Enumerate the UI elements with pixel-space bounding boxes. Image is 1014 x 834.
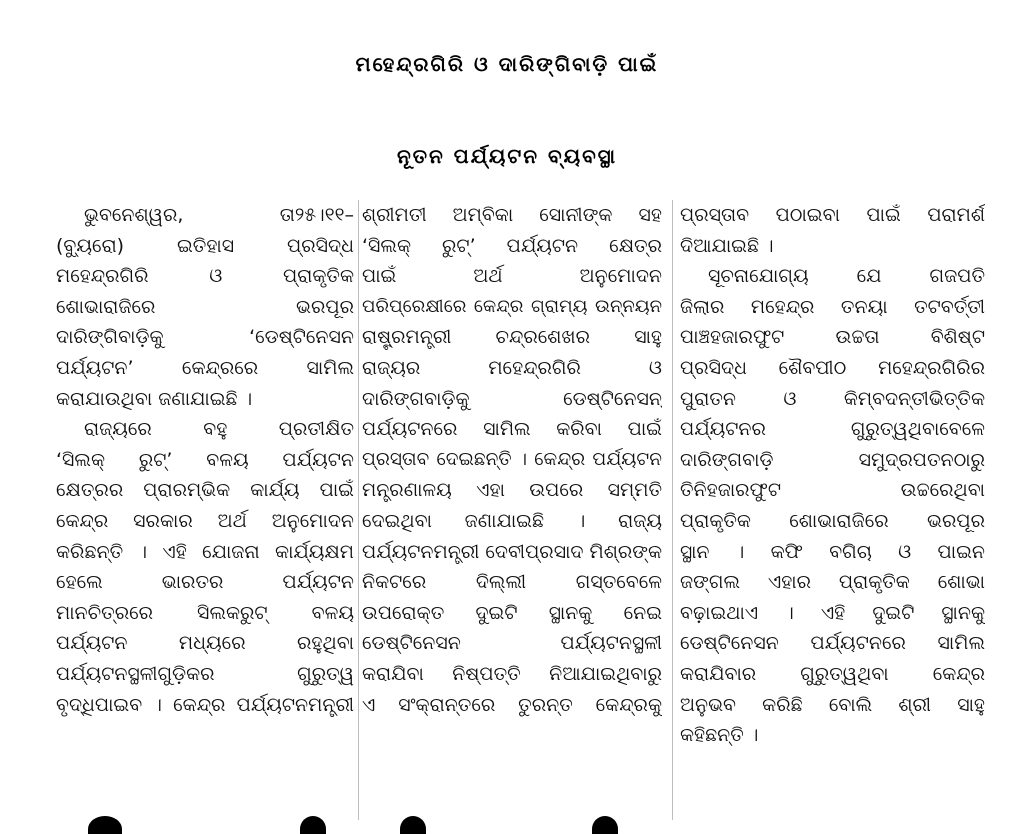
article-line: କରାଯିବା ନିଷ୍ପତ୍ତି ନିଆଯାଇଥିବାରୁ [362,662,662,685]
article-line: ‘ସିଲକ୍ ରୁଟ୍’ ବଳୟ ପର୍ଯ୍ୟଟନ [56,448,354,471]
article-line: ପୁରାତନ ଓ କିମ୍ବଦନ୍ତୀଭିତ୍ତିକ [680,387,985,410]
article-line: ଉପରୋକ୍ତ ଦୁଇଟି ସ୍ଥାନକୁ ନେଇ [362,601,662,624]
article-line: ପ୍ରସିଦ୍ଧ ଶୈବପୀଠ ମହେନ୍ଦ୍ରଗିରିର [680,356,985,379]
article-line: ‘ସିଲକ୍ ରୁଟ୍’ ପର୍ଯ୍ୟଟନ କ୍ଷେତ୍ର [362,234,662,257]
article-line: ମହେନ୍ଦ୍ରଗିରି ଓ ପ୍ରାକୃତିକ [56,265,354,288]
article-line: ପ୍ରାକୃତିକ ଶୋଭାରାଜିରେ ଭରପୂର [680,509,985,532]
article-line: ପାଞ୍ଚହଜାରଫୁଟ ଉଚ୍ଚତା ବିଶିଷ୍ଟ [680,326,985,349]
next-headline-cut-off [0,812,1014,834]
article-line: ରାଜ୍ୟରେ ବହୁ ପ୍ରତୀକ୍ଷିତ [84,418,354,441]
article-line: ଶୋଭାରାଜିରେ ଭରପୂର [56,295,354,318]
article-column-2 [362,200,662,720]
article-line: ପର୍ଯ୍ୟଟନ’ କେନ୍ଦ୍ରରେ ସାମିଲ [56,356,354,379]
article-line: କରାଯିବାର ଗୁରୁତ୍ୱଥିବା କେନ୍ଦ୍ର [680,662,985,685]
article-line: ତିନିହଜାରଫୁଟ ଉଚ୍ଚରେଥିବା [680,479,985,502]
article-line: ରାଜ୍ୟର ମହେନ୍ଦ୍ରଗିରି ଓ [362,356,662,379]
article-line: ହେଲେ ଭାରତର ପର୍ଯ୍ୟଟନ [56,571,354,594]
headline-line-2: ନୂତନ ପର୍ଯ୍ୟଟନ ବ୍ୟବସ୍ଥା [396,144,618,168]
article-line: ପାଇଁ ଅର୍ଥ ଅନୁମୋଦନ [362,265,662,288]
article-line: ରାଷ୍ଟ୍ରମନ୍ତ୍ରୀ ଚନ୍ଦ୍ରଶେଖର ସାହୁ [362,326,662,349]
article-line: ପର୍ଯ୍ୟଟନ ମଧ୍ୟରେ ରହୁଥିବା [56,632,354,655]
article-line: (ବ୍ୟୁରୋ) ଇତିହାସ ପ୍ରସିଦ୍ଧ [56,234,354,257]
article-line: ଦାରିଙ୍ଗବାଡ଼ିକୁ ଡେଷ୍ଟିନେସନ୍ [362,387,662,410]
article-line: ନିକଟରେ ଦିଲ୍ଲୀ ଗସ୍ତବେଳେ [362,571,662,594]
article-line: ଶ୍ରୀମତୀ ଅମ୍ବିକା ସୋନୀଙ୍କ ସହ [362,204,662,226]
headline-line-1: ମହେନ୍ଦ୍ରଗିରି ଓ ଦାରିଙ୍ଗିବାଡ଼ି ପାଇଁ [355,52,659,76]
article-line: ଦେଇଥିବା ଜଣାଯାଇଛି । ରାଜ୍ୟ [362,509,662,532]
article-line: ଭୁବନେଶ୍ୱର, ତା୨୫।୧୧– [84,204,354,226]
article-line: ମନ୍ତ୍ରଣାଳୟ ଏହା ଉପରେ ସମ୍ମତି [362,479,662,502]
article-line: ଦାରିଙ୍ଗିବାଡ଼ିକୁ ‘ଡେଷ୍ଟିନେସନ [56,326,354,349]
article-line: ଦିଆଯାଇଛି । [680,234,774,257]
article-line: କରିଛନ୍ତି । ଏହି ଯୋଜନା କାର୍ଯ୍ୟକ୍ଷମ [56,540,354,563]
article-line: ଦାରିଙ୍ଗବାଡ଼ି ସମୁଦ୍ରପତନଠାରୁ [680,448,985,471]
article-line: ଜିଲାର ମହେନ୍ଦ୍ର ତନୟା ତଟବର୍ତ୍ତୀ [680,295,985,318]
article-line: ଏ ସଂକ୍ରାନ୍ତରେ ତୁରନ୍ତ କେନ୍ଦ୍ରକୁ [362,693,662,716]
article-line: ବୃଦ୍ଧିପାଇବ । କେନ୍ଦ୍ର ପର୍ଯ୍ୟଟନମନ୍ତ୍ରୀ [56,693,354,716]
article-line: ମାନଚିତ୍ରରେ ସିଲକରୁଟ୍ ବଳୟ [56,601,354,624]
article-line: ପ୍ରସ୍ତାବ ଦେଇଛନ୍ତି । କେନ୍ଦ୍ର ପର୍ଯ୍ୟଟନ [362,448,662,470]
article-line: ସୂଚନାଯୋଗ୍ୟ ଯେ ଗଜପତି [708,265,985,288]
column-divider [358,200,359,820]
article-line: ପର୍ଯ୍ୟଟନରେ ସାମିଲ କରିବା ପାଇଁ [362,418,662,441]
column-divider [672,200,673,820]
article-line: ସ୍ଥାନ । କଫି ବଗିଚା ଓ ପାଇନ [680,540,985,563]
article-column-3 [680,200,985,751]
article-line: ଜଙ୍ଗଲ ଏହାର ପ୍ରାକୃତିକ ଶୋଭା [680,571,985,594]
article-line: କ୍ଷେତ୍ରର ପ୍ରାରମ୍ଭିକ କାର୍ଯ୍ୟ ପାଇଁ [56,479,354,502]
article-line: ଡେଷ୍ଟିନେସନ ପର୍ଯ୍ୟଟନରେ ସାମିଲ [680,632,985,655]
article-line: ପ୍ରସ୍ତାବ ପଠାଇବା ପାଇଁ ପରାମର୍ଶ [680,204,985,226]
article-line: ପର୍ଯ୍ୟଟନସ୍ଥଳୀଗୁଡ଼ିକର ଗୁରୁତ୍ୱ [56,662,354,685]
article-line: କରାଯାଉଥିବା ଜଣାଯାଇଛି । [56,387,253,410]
article-line: କହିଛନ୍ତି । [680,724,759,747]
article-line: ପରିପ୍ରେକ୍ଷୀରେ କେନ୍ଦ୍ର ଗ୍ରାମ୍ୟ ଉନ୍ନୟନ [362,295,662,317]
article-line: କେନ୍ଦ୍ର ସରକାର ଅର୍ଥ ଅନୁମୋଦନ [56,509,354,532]
article-line: ବଢ଼ାଇଥାଏ । ଏହି ଦୁଇଟି ସ୍ଥାନକୁ [680,601,985,624]
article-column-1 [56,200,354,720]
article-line: ପର୍ଯ୍ୟଟନର ଗୁରୁତ୍ୱଥିବାବେଳେ [680,418,985,441]
article-line: ପର୍ଯ୍ୟଟନମନ୍ତ୍ରୀ ଦେବୀପ୍ରସାଦ ମିଶ୍ରଙ୍କ [362,540,662,563]
article-line: ଅନୁଭବ କରିଛି ବୋଲି ଶ୍ରୀ ସାହୁ [680,693,985,716]
article-line: ଡେଷ୍ଟିନେସନ ପର୍ଯ୍ୟଟନସ୍ଥଳୀ [362,632,662,655]
